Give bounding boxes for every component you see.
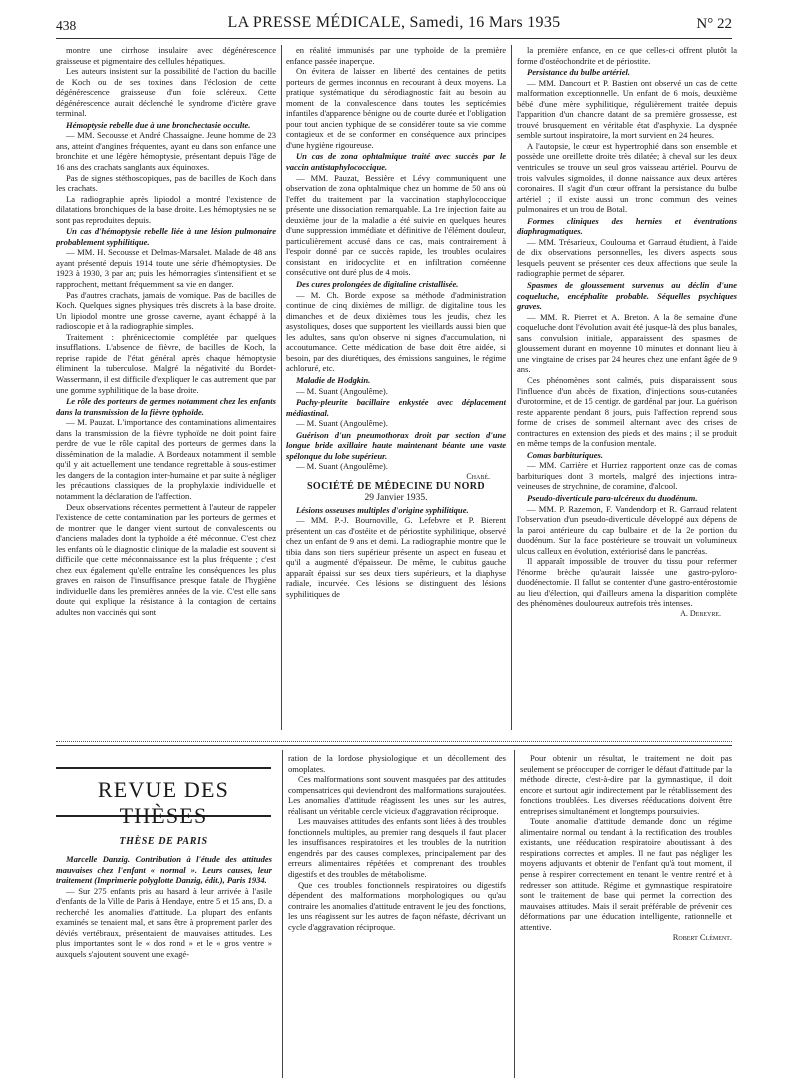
column-divider	[514, 750, 515, 1078]
paragraph: Les auteurs insistent sur la possibilité de l'action du bacille de Koch ou de ses toxines dans l'éclosion de cette dégénérescence graisseuse d'un foie scléreux. Cette dégénérescence aurait déclenché le syndrome d'ictère grave terminal.	[56, 66, 276, 119]
thesis-reference: Marcelle Danzig. Contribution à l'étude des attitudes mauvaises chez l'enfant « normal ». Leurs causes, leur traitement (Imprimerie polyglotte Danzig, édit.), Paris 1934.	[56, 854, 272, 886]
paragraph: montre une cirrhose insulaire avec dégénérescence graisseuse et pigmentaire des cellules hépatiques.	[56, 45, 276, 66]
section-rule	[56, 745, 732, 746]
paragraph: — M. Suant (Angoulême).	[296, 461, 388, 472]
paragraph: — M. Suant (Angoulême).	[296, 418, 388, 429]
article-title: Hémoptysie rebelle due à une bronchectasie occulte.	[66, 119, 251, 130]
paragraph: Pour obtenir un résultat, le traitement ne doit pas seulement se préoccuper de corriger le défaut d'attitude par la méthode directe, c'est-à-dire par la gymnastique, il doit encore et surtout agir indirectement par le rétablissement des fonctions troublées. Les diverses rééducations doivent être entreprises simultanément et longtemps poursuivies.	[520, 753, 732, 816]
paragraph: Pas de signes stéthoscopiques, pas de bacilles de Koch dans les crachats.	[56, 172, 276, 194]
column-divider	[511, 45, 512, 730]
paragraph: — MM. H. Secousse et Delmas-Marsalet. Malade de 48 ans ayant présenté depuis 1914 toute une série d'hémoptysies. De 1923 à 1930, 3 par an; puis les hémorragies s'intensifient et se rapprochent, mettant fréquemment sa vie en danger.	[56, 247, 276, 290]
column-divider	[282, 750, 283, 1078]
article-title: Pachy-pleurite bacillaire enkystée avec déplacement médiastinal.	[286, 397, 506, 418]
paragraph: A l'autopsie, le cœur est hypertrophié dans son ensemble et possède une oreillette droite très dilatée; à cheval sur les deux ventricules se trouve un seul gros vaisseau artériel. Pourvu de trois valvules sigmoïdes, il donne naissance aux deux artères coronaires. Il s'agit d'un cœur offrant la persistance du bulbe artériel ; il existe aussi un tronc commun des veines pulmonaires et un trou de Botal.	[517, 140, 737, 215]
article-title: Formes cliniques des hernies et éventrations diaphragmatiques.	[517, 215, 737, 237]
header-rule	[56, 38, 732, 39]
article-title: Des cures prolongées de digitaline cristallisée.	[296, 279, 459, 290]
paragraph: — M. Pauzat. L'importance des contaminations alimentaires dans la transmission de la fièvre typhoïde ne doit point faire perdre de vue le rôle capital des porteurs de germes dans la dissémination de la maladie. A Bordeaux notamment il semble qu'il y ait actuellement une tendance regrettable à sous-estimer les dangers de la contagion inter-humaine et par suite à négliger les précautions classiques de la prophylaxie individuelle et notamment la déclaration de l'affection.	[56, 417, 276, 501]
page-header	[56, 14, 732, 36]
paragraph: Traitement : phrénicectomie complétée par quelques insufflations. L'absence de fièvre, de bacilles de Koch, la reprise rapide de l'état général après chaque hémoptysie éliminent la tuberculose. Malgré la négativité du Bordet-Wassermann, il est difficile d'expliquer le cas autrement que par une gomme syphilitique de la base droite.	[56, 331, 276, 395]
journal-title: LA PRESSE MÉDICALE, Samedi, 16 Mars 1935	[227, 14, 561, 31]
column-6	[520, 753, 732, 1078]
article-title: Pseudo-diverticule para-ulcéreux du duodénum.	[527, 492, 698, 503]
paragraph: Que ces troubles fonctionnels respiratoires ou digestifs dépendent des malformations morphologiques ou qu'au contraire les anomalies d'attitude entravent le jeu des fonctions, les uns réagissent sur les autres de façon néfaste, décrivant un cycle d'aggravation réciproque.	[288, 879, 506, 932]
author-signature: A. Debeyre.	[680, 608, 721, 618]
page-number: 438	[56, 18, 77, 33]
session-date: 29 Janvier 1935.	[364, 492, 428, 503]
paragraph: Ces phénomènes sont calmés, puis disparaissent sous l'influence d'un abcès de fixation, d'injections sous-cutanées d'urotormine, et de 15 centigr. de gardénal par jour. La guérison reste apparente pendant 8 jours, puis l'affection reprend sous forme de crises de sommeil alternant avec des crises de contractures en extension des pieds et des mains ; il se produit en même temps de la confusion mentale.	[517, 374, 737, 449]
paragraph: On évitera de laisser en liberté des centaines de petits porteurs de germes inconnus en recourant à deux moyens. La pratique systématique du sérodiagnostic fait au besoin au moment de la convalescence dans toutes les septicémies infantiles d'apparence bénigne ou de courte durée et l'obligation pour tout ancien typhique de se considérer toute sa vie comme contagieux et de se conformer en conséquence aux principes d'une hygiène rigoureuse.	[286, 66, 506, 150]
revue-des-theses-banner	[56, 767, 271, 828]
society-heading: SOCIÉTÉ DE MÉDECINE DU NORD	[306, 481, 486, 493]
paragraph: — MM. P.-J. Bournoville, G. Lefebvre et P. Bierent présentent un cas d'ostéite et de périostite syphilitique, observé chez un enfant de 9 ans et demi. La radiographie montre que le tibia dans son tiers supérieur présente un aspect en fuseau et qu'il a augmenté d'épaisseur. De même, le cubitus gauche apparaît épaissi sur ses deux tiers supérieurs, et la diaphyse radiale, incurvée. Ces lésions se distinguent des lésions syphilitiques de	[286, 515, 506, 599]
paragraph: — MM. Carrière et Hurriez rapportent onze cas de comas barbituriques dont 3 mortels, malgré des injections intra-veineuses de strychnine, de coramine, d'alcool.	[517, 460, 737, 492]
paragraph: — MM. P. Razemon, F. Vandendorp et R. Garraud relatent l'observation d'un pseudo-diverticule développé aux dépens de la paroi antérieure du cap bulbaire et de la 2e portion du duodénum. Sur la face postérieure se trouvait un volumineux ulcus calleux en évolution, extériorisé dans le pancréas.	[517, 503, 737, 556]
author-signature: Chabé.	[466, 471, 490, 481]
paragraph: Ces malformations sont souvent masquées par des attitudes compensatrices qui deviendront des malformations surajoutées. Les anomalies d'attitude réagissent les unes sur les autres, réalisant un véritable cercle vicieux d'aggravation réciproque.	[288, 774, 506, 816]
paragraph: — MM. Secousse et André Chassaigne. Jeune homme de 23 ans, atteint d'angines fréquentes, ayant eu dans son enfance une bronchite et une légère hémoptysie, présentant depuis l'âge de 16 ans des crachats sanglants aux équinoxes.	[56, 130, 276, 173]
paragraph: Pas d'autres crachats, jamais de vomique. Pas de bacilles de Koch. Quelques signes physiques très discrets à la base droite. Un lipiodol montre une grosse caverne, ayant échappé à la radioscopie et à la radiographie simples.	[56, 289, 276, 332]
paragraph: ration de la lordose physiologique et un décollement des omoplates.	[288, 753, 506, 774]
paragraph: — M. Suant (Angoulême).	[296, 385, 388, 396]
article-title: Spasmes de gloussement survenus au déclin d'une coqueluche, encéphalite probable. Séquelles psychiques graves.	[517, 280, 737, 312]
section-rule	[56, 741, 732, 742]
paragraph: Deux observations récentes permettent à l'auteur de rappeler l'existence de cette contamination par les porteurs de germes et de montrer que le danger vient surtout de convalescents ou d'anciens malades dont la typhoïde a été méconnue. C'est chez les enfants où le diagnostic clinique de la maladie est souvent si difficile que cette méconnaissance est la plus fréquente ; c'est chez eux également qu'elle entraîne les conséquences les plus graves en raison de l'insuffisance presque fatale de l'hygiène individuelle dans les premières années de la vie. C'est elle sans doute qui explique la résistance à la contagion de certains adultes non vaccinés qui sont	[56, 501, 276, 617]
paragraph: Les mauvaises attitudes des enfants sont liées à des troubles fonctionnels multiples, au premier rang desquels il faut placer les insuffisances respiratoires et les troubles de la nutrition engendrés par des causes complexes, principalement par des erreurs alimentaires répétées et comprenant des troubles digestifs et des troubles de métabolisme.	[288, 816, 506, 880]
article-title: Maladie de Hodgkin.	[296, 374, 371, 385]
author-signature: Robert Clément.	[672, 932, 732, 943]
paragraph: la première enfance, en ce que celles-ci offrent plutôt la forme d'ostéochondrite et de périostite.	[517, 45, 737, 66]
column-divider	[281, 45, 282, 730]
article-title: Comas barbituriques.	[527, 449, 603, 460]
paragraph: — MM. Pauzat, Bessière et Lévy communiquent une observation de zona ophtalmique chez un homme de 50 ans où l'effet du traitement par la vaccination staphylococcique présente une dissociation remarquable. La 1re injection faite au deuxième jour de la maladie a été suivie en quelques heures d'une suppression immédiate et définitive de l'élément douleur, particulièrement accusé dans ce cas, mais contrairement à l'espoir donné par ce succès rapide, les troubles oculaires consistant en iridocyclite et en infiltration cornéenne consécutive ont duré plus de 4 mois.	[286, 172, 506, 278]
article-title: Un cas de zona ophtalmique traité avec succès par le vaccin antistaphylococcique.	[286, 151, 506, 173]
column-1	[56, 45, 276, 730]
paragraph: Il apparaît impossible de trouver du tissu pour refermer l'énorme brèche qu'aurait laissée une gastro-pyloro-duodénectomie. Il fallut se contenter d'une gastro-entérostomie au lieu d'élection, qui d'ailleurs amena la disparition complète des phénomènes douloureux autrefois très intenses.	[517, 556, 737, 609]
these-de-paris-heading: THÈSE DE PARIS	[119, 836, 208, 847]
paragraph: — MM. Trésarieux, Couloumа et Garraud étudient, à l'aide de dix observations personnelles, les divers aspects sous lesquels peuvent se présenter ces deux affections que seule la radiographie permet de séparer.	[517, 236, 737, 279]
article-title: Guérison d'un pneumothorax droit par section d'une longue bride axillaire haute maintenant béante une vaste spélonque du lobe supérieur.	[286, 429, 506, 461]
column-3	[517, 45, 737, 730]
paragraph: — M. Ch. Borde expose sa méthode d'administration continue de cinq dixièmes de milligr. de digitaline tous les dimanches et de deux dixièmes tous les jeudis, chez les asystoliques, doses que supportent les vieillards aussi bien que les adultes, sans qu'on observe ni signes d'accumulation, ni accoutumance. Cette médication de base doit être aidée, si besoin, par des diurétiques, des émissions sanguines, le régime achloruré, etc.	[286, 289, 506, 374]
paragraph: — MM. Dancourt et P. Bastien ont observé un cas de cette malformation exceptionnelle. Un enfant de 6 mois, deuxième bébé d'une mère syphilitique, régulièrement traitée depuis l'apparition d'un chancre datant de sa première grossesse, est trouvé brusquement en véritable état d'asphyxie. La dyspnée semble surtout inspiratoire, la mort survient en 24 heures.	[517, 77, 737, 141]
paragraph: — Sur 275 enfants pris au hasard à leur arrivée à l'asile d'enfants de la Ville de Paris à Hendaye, entre 5 et 15 ans, D. a recherché les anomalies d'attitude. La plupart des enfants examinés se tenaient mal, et sans être à proprement parler des déviés vertébraux, présentaient de mauvaises attitudes. Les plus importantes sont le « dos rond » et le « gros ventre » auxquels s'ajoutent souvent une exagé-	[56, 885, 272, 959]
article-title: Le rôle des porteurs de germes notamment chez les enfants dans la transmission de la fièvre typhoïde.	[56, 396, 276, 417]
column-2	[286, 45, 506, 730]
issue-number: N° 22	[696, 16, 732, 32]
column-4	[56, 854, 272, 1079]
article-title: Persistance du bulbe artériel.	[527, 67, 631, 78]
column-5	[288, 753, 506, 1078]
paragraph: en réalité immunisés par une typhoïde de la première enfance passée inaperçue.	[286, 45, 506, 66]
paragraph: — MM. R. Pierret et A. Breton. A la 8e semaine d'une coqueluche dont l'évolution avait été jusque-là des plus banales, sans convulsion initiale, apparaissent des spasmes de gloussement durant en moyenne 10 minutes et donnant lieu à une vingtaine de crises par 24 heures chez une enfant âgée de 9 ans.	[517, 311, 737, 375]
article-title: Lésions osseuses multiples d'origine syphilitique.	[296, 504, 469, 515]
article-title: Un cas d'hémoptysie rebelle liée à une lésion pulmonaire probablement syphilitique.	[56, 226, 276, 247]
paragraph: La radiographie après lipiodol a montré l'existence de dilatations bronchiques de la base droite. Les hémoptysies ne se sont pas reproduites depuis.	[56, 193, 276, 225]
revue-title: REVUE DES THÈSES	[97, 777, 230, 828]
paragraph: Toute anomalie d'attitude demande donc un régime alimentaire normal ou tendant à la rectification des troubles existants, une rééducation respiratoire aboutissant à des respirations correctes et amples. Il ne faut pas négliger les moyens adjuvants et obtenir de l'enfant qu'à tout moment, il pense à respirer correctement en tenant le ventre rentré et à redresser son attitude. Régime et gymnastique respiratoire sont le traitement de base qui permet la correction des mauvaises attitudes. Mais il serait préférable de prévenir ces déformations par une éducation intelligente, rationnelle et attentive.	[520, 816, 732, 932]
